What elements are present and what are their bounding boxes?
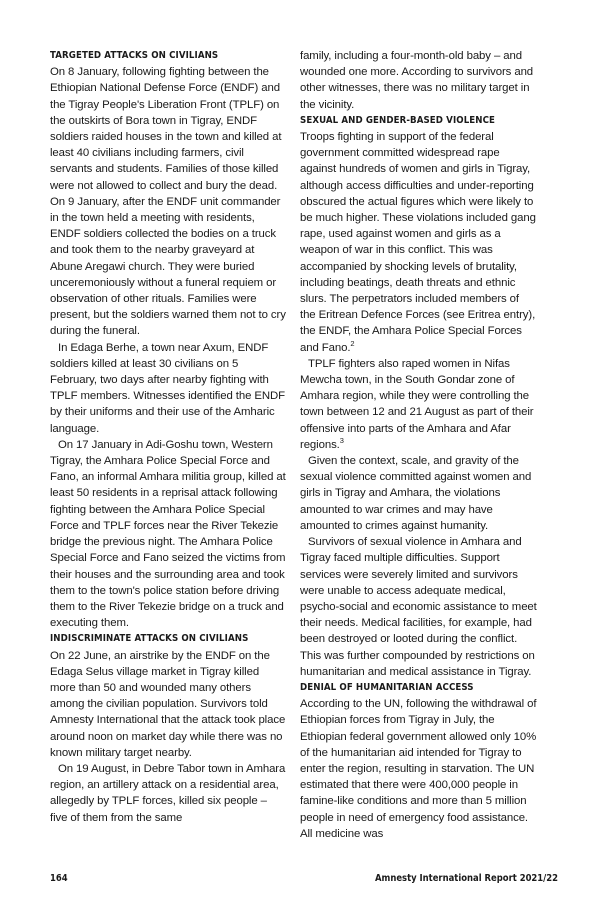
section-heading-humanitarian-access: DENIAL OF HUMANITARIAN ACCESS: [300, 681, 474, 693]
page-number: 164: [50, 873, 68, 884]
paragraph: On 8 January, following fighting between the Ethiopian National Defense Force (ENDF) and the Tigray People's Liberation Front (TPLF) on the outskirts of Bora town in Tigray, ENDF soldiers raided houses in the town and killed at least 40 civilians including farmers, civil servants and students. Families of those killed were not allowed to collect and bury the dead. On 9 January, after the ENDF unit commander in the town held a meeting with residents, ENDF soldiers collected the bodies on a truck and took them to the nearby graveyard at Abune Aregawi church. They were buried unceremoniously without a funeral requiem or observation of other rituals. Families were present, but the soldiers warned them not to cry during the funeral.: [50, 66, 286, 338]
paragraph: On 22 June, an airstrike by the ENDF on the Edaga Selus village market in Tigray killed more than 50 and wounded many others among the civilian population. Survivors told Amnesty International that the attack took place around noon on market day while there was no known military target nearby.: [50, 649, 286, 759]
report-title: Amnesty International Report 2021/22: [375, 873, 558, 884]
section-heading-targeted-attacks: TARGETED ATTACKS ON CIVILIANS: [50, 50, 219, 61]
footnote-ref[interactable]: 3: [339, 436, 344, 446]
page-footer: [50, 873, 558, 887]
report-page: [50, 48, 558, 848]
paragraph: On 17 January in Adi-Goshu town, Western Tigray, the Amhara Police Special Force and Fano, an informal Amhara militia group, killed at least 50 residents in a reprisal attack following fighting between the Amhara Police Special Force and TPLF forces near the River Tekezie bridge the previous night. The Amhara Police Special Force and Fano seized the victims from their houses and the surrounding area and took them to the town's police station before driving them to the River Tekezie bridge on a truck and executing them.: [50, 438, 286, 630]
section-heading-indiscriminate-attacks: INDISCRIMINATE ATTACKS ON CIVILIANS: [50, 633, 249, 645]
paragraph: [300, 129, 537, 356]
paragraph-continuation: family, including a four-month-old baby – and wounded one more. According to survivors and other witnesses, there was no military target in the vicinity.: [300, 50, 534, 111]
paragraph-text: TPLF fighters also raped women in Nifas Mewcha town, in the South Gondar zone of Amhara region, while they were controlling the town between 12 and 21 August as part of their offensive into parts of the Amhara and Afar regions.: [300, 357, 534, 451]
footnote-ref[interactable]: 2: [350, 338, 355, 348]
paragraph: On 19 August, in Debre Tabor town in Amhara region, an artillery attack on a residential area, allegedly by TPLF forces, killed six people – five of them from the same: [50, 762, 286, 824]
paragraph: Given the context, scale, and gravity of the sexual violence committed against women and girls in Tigray and Amhara, the violations amounted to war crimes and may have amounted to crimes against humanity.: [300, 455, 532, 532]
paragraph: In Edaga Berhe, a town near Axum, ENDF soldiers killed at least 30 civilians on 5 February, two days after nearby fighting with TPLF members. Witnesses identified the ENDF by their uniforms and their use of the Amharic language.: [50, 341, 285, 435]
paragraph: According to the UN, following the withdrawal of Ethiopian forces from Tigray in July, the Ethiopian federal government allowed only 10% of the humanitarian aid intended for Tigray to enter the region, resulting in starvation. The UN estimated that there were 400,000 people in famine-like conditions and more than 5 million people in need of emergency food assistance. All medicine was: [300, 698, 537, 840]
right-column: [300, 48, 537, 842]
paragraph: Survivors of sexual violence in Amhara and Tigray faced multiple difficulties. Support services were severely limited and survivors were unable to access adequate medical, psycho-social and economic assistance to meet their needs. Medical facilities, for example, had been destroyed or looted during the conflict. This was further compounded by restrictions on humanitarian and medical assistance in Tigray.: [300, 536, 537, 678]
paragraph: [300, 356, 537, 453]
section-heading-sexual-violence: SEXUAL AND GENDER-BASED VIOLENCE: [300, 114, 496, 126]
left-column: [50, 48, 287, 826]
paragraph-text: Troops fighting in support of the federal government committed widespread rape against hundreds of women and girls in Tigray, although access difficulties and under-reporting obscured the actual figures which were likely to be much higher. These violations included gang rape, used against women and girls as a weapon of war in this conflict. This was accompanied by shocking levels of brutality, including beatings, death threats and ethnic slurs. The perpetrators included members of the Eritrean Defence Forces (see Eritrea entry), the ENDF, the Amhara Police Special Forces and Fano.: [300, 131, 536, 354]
